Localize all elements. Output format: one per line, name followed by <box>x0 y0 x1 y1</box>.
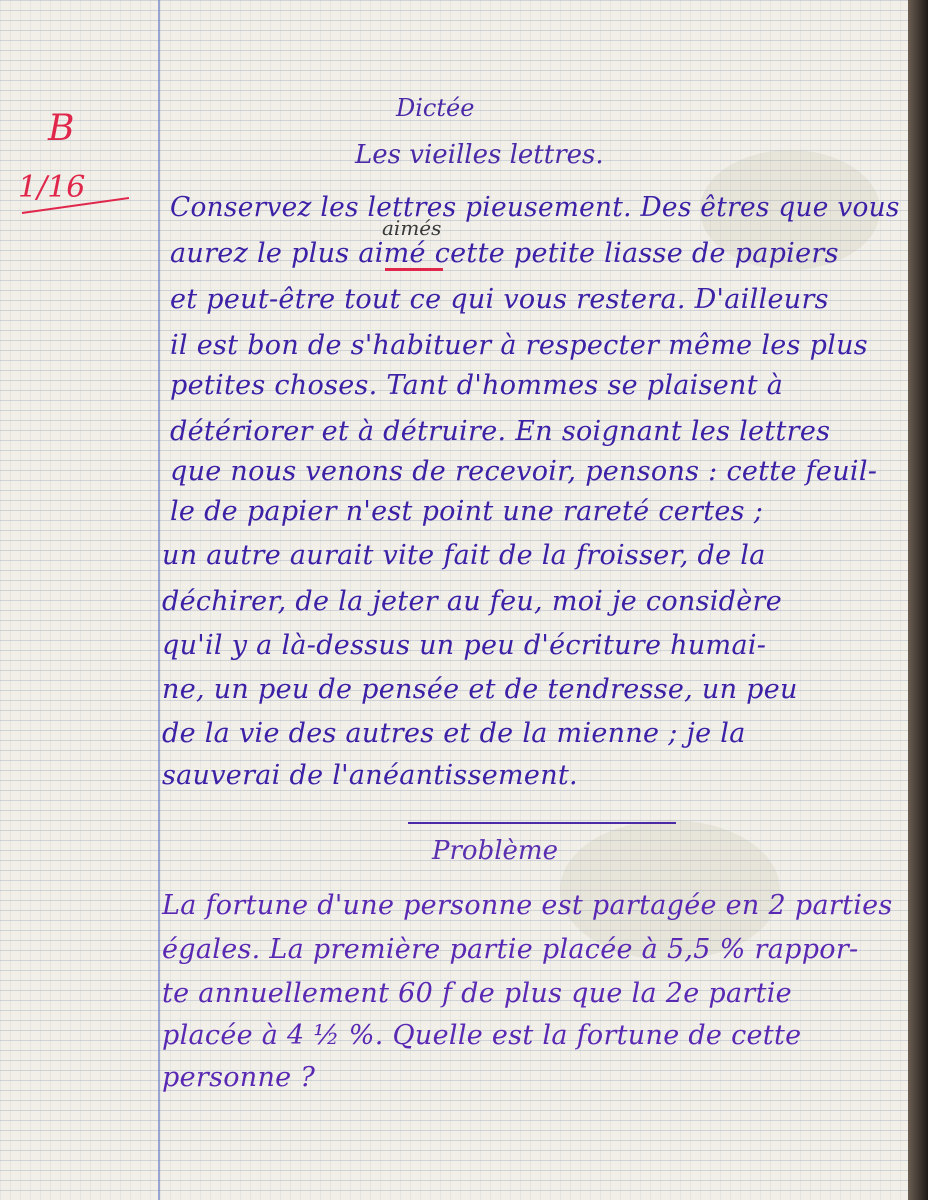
grade-mark: B <box>48 108 75 149</box>
dictation-subtitle: Les vieilles lettres. <box>355 140 604 170</box>
dictation-line: un autre aurait vite fait de la froisser, de la <box>162 540 766 571</box>
dictation-line: petites choses. Tant d'hommes se plaisent à <box>170 370 784 401</box>
dictation-line: de la vie des autres et de la mienne ; je la <box>162 718 746 749</box>
problem-title: Problème <box>432 836 558 866</box>
dictation-line: aurez le plus aimé cette petite liasse de papiers <box>170 238 839 269</box>
dictation-line: il est bon de s'habituer à respecter même les plus <box>170 330 868 361</box>
problem-line: égales. La première partie placée à 5,5 % rappor- <box>162 934 859 965</box>
dictation-line: sauverai de l'anéantissement. <box>162 760 578 791</box>
dictation-line: le de papier n'est point une rareté certes ; <box>170 496 764 527</box>
dictation-title: Dictée <box>396 94 475 122</box>
page-edge <box>908 0 928 1200</box>
section-separator <box>408 822 676 824</box>
problem-line: personne ? <box>162 1062 316 1093</box>
dictation-line: Conservez les lettres pieusement. Des êtres que vous <box>170 192 900 223</box>
dictation-line: détériorer et à détruire. En soignant les lettres <box>170 416 831 447</box>
dictation-line: que nous venons de recevoir, pensons : cette feuil- <box>170 456 878 487</box>
dictation-line: déchirer, de la jeter au feu, moi je considère <box>162 586 783 617</box>
score-mark: 1/16 <box>18 170 86 205</box>
problem-line: La fortune d'une personne est partagée en 2 parties <box>162 890 893 921</box>
dictation-line: qu'il y a là-dessus un peu d'écriture humai- <box>162 630 767 661</box>
teacher-correction: aimés <box>382 216 442 240</box>
dictation-line: et peut-être tout ce qui vous restera. D'ailleurs <box>170 284 829 315</box>
dictation-line: ne, un peu de pensée et de tendresse, un peu <box>162 674 798 705</box>
problem-line: placée à 4 ½ %. Quelle est la fortune de cette <box>162 1020 802 1051</box>
margin-line <box>158 0 160 1200</box>
problem-line: te annuellement 60 f de plus que la 2e partie <box>162 978 792 1009</box>
